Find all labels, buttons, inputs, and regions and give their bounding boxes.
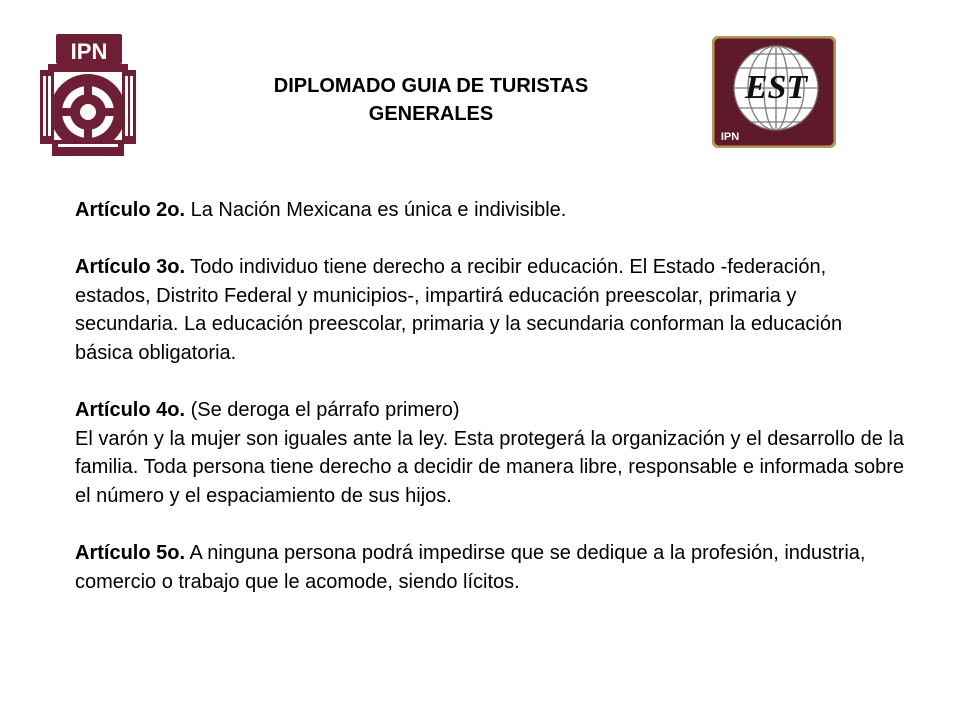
est-logo-sublabel: IPN: [720, 131, 740, 143]
article-3: [75, 253, 905, 367]
articles-body: [75, 196, 905, 625]
article-text: La Nación Mexicana es única e indivisible.: [185, 199, 567, 221]
ipn-logo-label: IPN: [70, 39, 108, 64]
ipn-logo: [38, 30, 138, 160]
article-heading: Artículo 5o.: [75, 542, 186, 565]
title-line-1: DIPLOMADO GUIA DE TURISTAS: [273, 75, 589, 97]
article-2: [75, 196, 905, 225]
est-logo-label: EST: [744, 69, 808, 106]
article-4-paragraph: El varón y la mujer son iguales ante la ley. Esta protegerá la organización y el desarrollo de la familia. Toda persona tiene derecho a decidir de manera libre, responsable e informada sobre el número y el espaciamiento de sus hijos.: [75, 427, 905, 507]
article-text: (Se deroga el párrafo primero): [185, 399, 460, 422]
article-text: Todo individuo tiene derecho a recibir educación. El Estado -federación, estados, Distrito Federal y municipios-, impartirá educación preescolar, primaria y secundaria. La educación preescolar, primaria y la secundaria conforman la educación básica obligatoria.: [75, 256, 843, 364]
article-5: [75, 539, 905, 596]
ipn-logo-graphic: [38, 30, 138, 160]
article-heading: Artículo 2o.: [75, 199, 186, 221]
article-4: [75, 396, 905, 425]
article-heading: Artículo 4o.: [75, 399, 186, 422]
article-heading: Artículo 3o.: [75, 256, 186, 279]
page-title: [186, 72, 676, 128]
est-logo: [712, 36, 836, 148]
title-line-2: GENERALES: [368, 103, 494, 125]
article-text: A ninguna persona podrá impedirse que se dedique a la profesión, industria, comercio o trabajo que le acomode, siendo lícitos.: [75, 542, 866, 593]
est-logo-graphic: [712, 36, 836, 148]
